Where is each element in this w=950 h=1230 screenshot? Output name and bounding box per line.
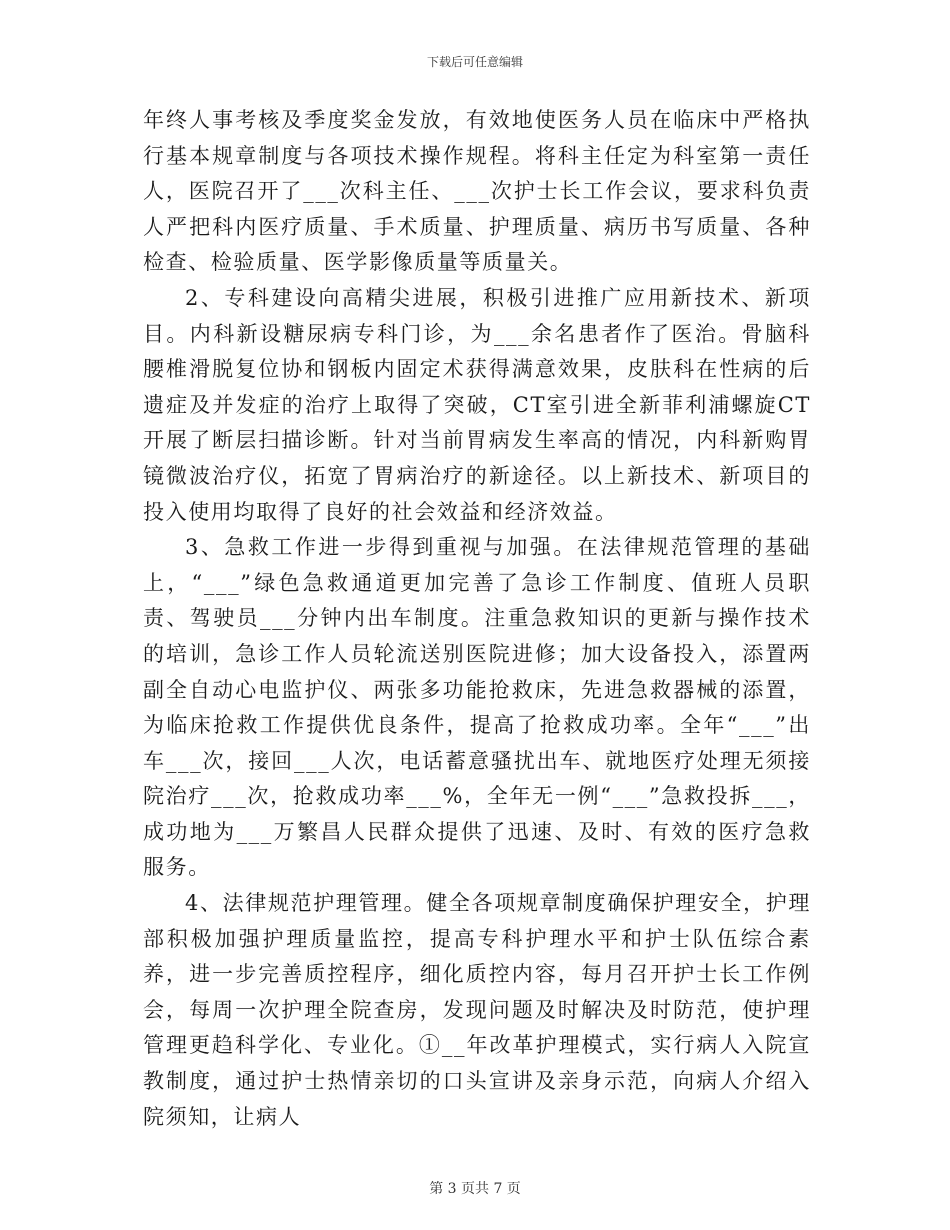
page-number: 第 3 页共 7 页 (429, 1181, 521, 1197)
download-note: 下载后可任意编辑 (426, 55, 523, 69)
paragraph-2: 2、专科建设向高精尖进展，积极引进推广应用新技术、新项目。内科新设糖尿病专科门诊，为___余名患者作了医治。骨脑科腰椎滑脱复位协和钢板内固定术获得满意效果，皮肤科在性病的后遗症及并发症的治疗上取得了突破，CT室引进全新菲利浦螺旋CT开展了断层扫描诊断。针对当前胃病发生率高的情况，内科新购胃镜微波治疗仪，拓宽了胃病治疗的新途径。以上新技术、新项目的投入使用均取得了良好的社会效益和经济效益。 (143, 285, 811, 524)
paragraph-1: 年终人事考核及季度奖金发放，有效地使医务人员在临床中严格执行基本规章制度与各项技术操作规程。将科主任定为科室第一责任人，医院召开了___次科主任、___次护士长工作会议，要求科负责人严把科内医疗质量、手术质量、护理质量、病历书写质量、各种检查、检验质量、医学影像质量等质量关。 (143, 108, 811, 275)
paragraph-4: 4、法律规范护理管理。健全各项规章制度确保护理安全，护理部积极加强护理质量监控，提高专科护理水平和护士队伍综合素养，进一步完善质控程序，细化质控内容，每月召开护士长工作例会，每周一次护理全院查房，发现问题及时解决及时防范，使护理管理更趋科学化、专业化。①__年改革护理模式，实行病人入院宣教制度，通过护士热情亲切的口头宣讲及亲身示范，向病人介绍入院须知，让病人 (143, 891, 811, 1129)
paragraph-3: 3、急救工作进一步得到重视与加强。在法律规范管理的基础上，“___”绿色急救通道更加完善了急诊工作制度、值班人员职责、驾驶员___分钟内出车制度。注重急救知识的更新与操作技术的培训，急诊工作人员轮流送别医院进修；加大设备投入，添置两副全自动心电监护仪、两张多功能抢救床，先进急救器械的添置，为临床抢救工作提供优良条件，提高了抢救成功率。全年“___”出车___次，接回___人次，电话蓄意骚扰出车、就地医疗处理无须接院治疗___次，抢救成功率___%，全年无一例“___”急救投拆___，成功地为___万繁昌人民群众提供了迅速、及时、有效的医疗急救服务。 (143, 535, 811, 880)
document-body (143, 103, 811, 1135)
